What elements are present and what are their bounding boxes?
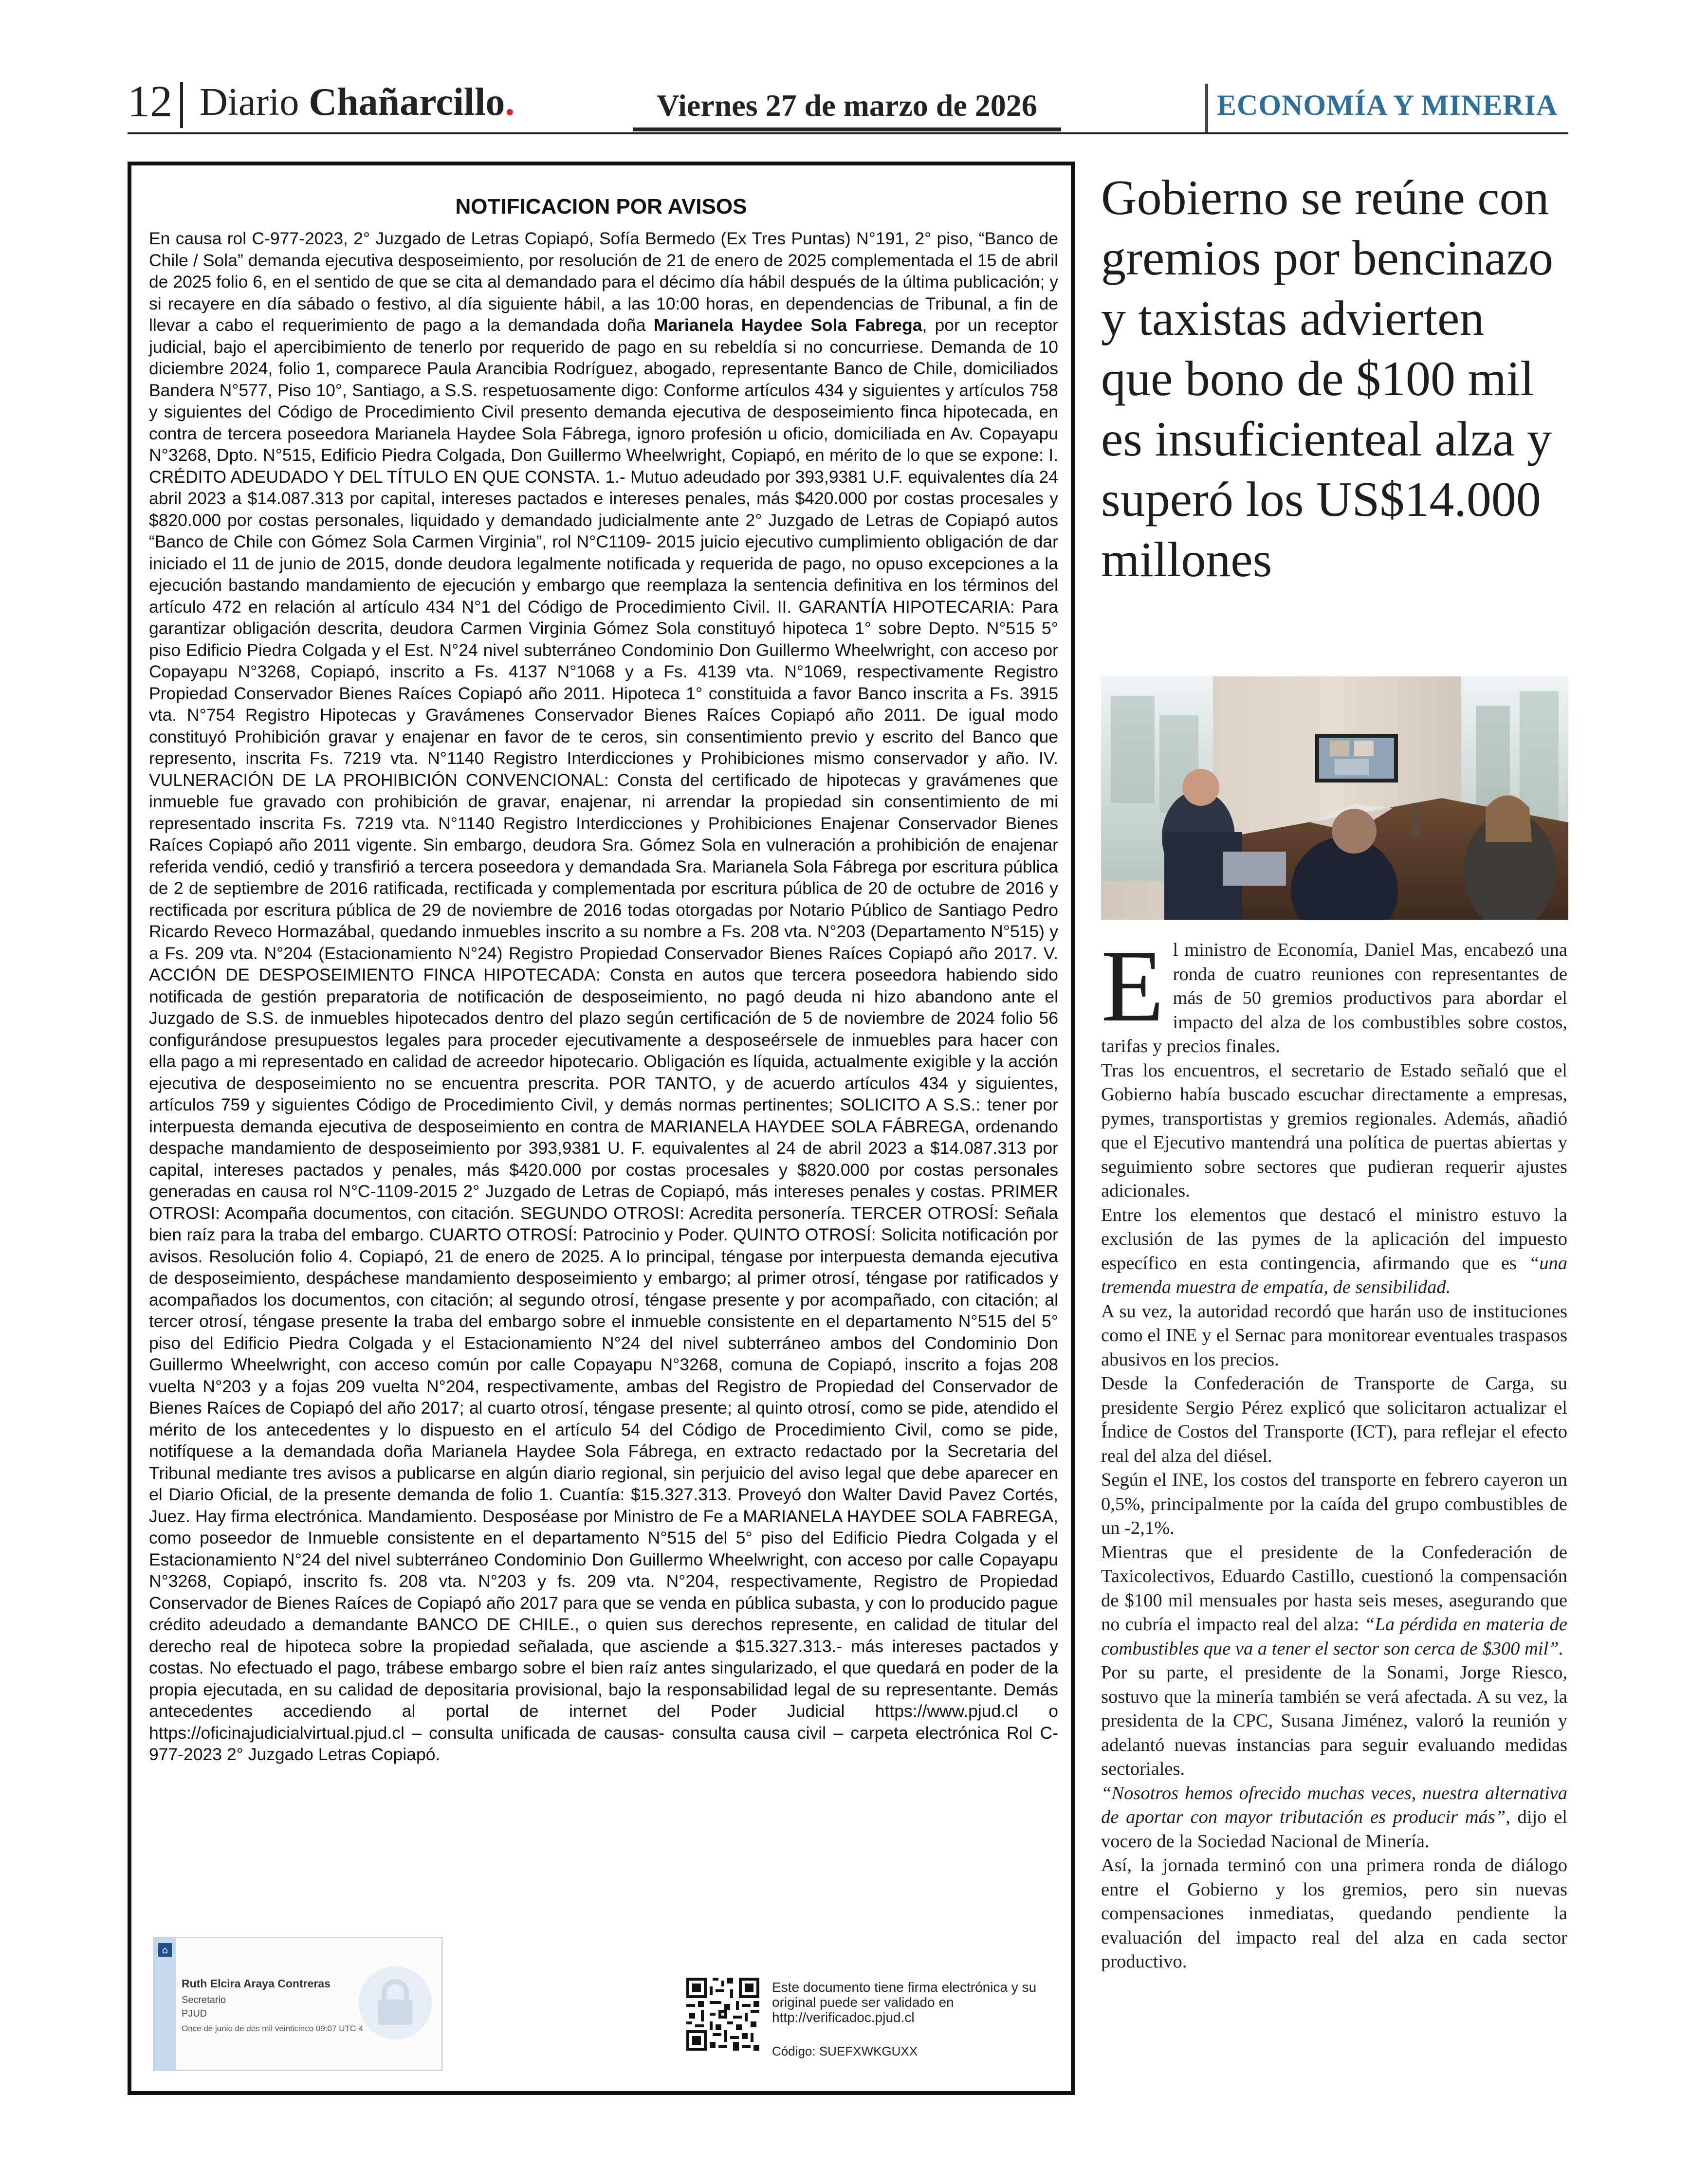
pjud-logo-icon: ⌂ — [158, 1943, 172, 1957]
verification-code: Código: SUEFXWKGUXX — [772, 2044, 918, 2058]
article-paragraph-4: A su vez, la autoridad recordó que harán uso de instituciones como el INE y el Sernac para monitorear eventuales traspasos abusivos en los precios. — [1101, 1301, 1567, 1370]
taxi-quote: “La pérdida en materia de combustibles que va a tener el sector son cerca de $300 mil”. — [1101, 1614, 1567, 1659]
newspaper-name-dot: . — [505, 81, 515, 124]
article-paragraph-10: Así, la jornada terminó con una primera ronda de diálogo entre el Gobierno y los gremios, pero sin nuevas compensaciones inmediatas, quedando pendiente la evaluación del impacto real del alza en cada sector productivo. — [1101, 1855, 1567, 1972]
article-paragraph-3 — [1101, 1203, 1567, 1300]
article-paragraph-9-text: dijo el vocero de la Sociedad Nacional de Minería. — [1101, 1807, 1567, 1852]
article-paragraph-6: Según el INE, los costos del transporte en febrero cayeron un 0,5%, principalmente por la caída del grupo combustibles de un -2,1%. — [1101, 1470, 1567, 1538]
qr-code-icon — [686, 1978, 759, 2051]
lock-watermark-icon — [359, 1966, 432, 2039]
article-headline: Gobierno se reúne con gremios por bencinazo y taxistas advierten que bono de $100 mil es insuficienteal alza y superó los US$14.000 millones — [1101, 170, 1554, 587]
section-rule — [1205, 84, 1208, 132]
article-paragraph-9 — [1101, 1782, 1567, 1854]
article-body — [1101, 928, 1567, 1974]
mining-quote: “Nosotros hemos ofrecido muchas veces, nuestra alternativa de aportar con mayor tributación es producir más”, — [1101, 1783, 1567, 1827]
notice-title: NOTIFICACION POR AVISOS — [455, 195, 747, 218]
notice-body-part2: , por un receptor judicial, bajo el apercibimiento de tenerlo por requerido de pago en su rebeldía si no concurriese. Demanda de 10 diciembre 2024, folio 1, comparece Paula Arancibia Rodríguez, abogado, representante Banco de Chile, domiciliados Bandera N°577, Piso 10°, Santiago, a S.S. respetuosamente digo: Conforme artículos 434 y siguientes y artículos 758 y siguientes del Código de Procedimiento Civil presento demanda ejecutiva de desposeimiento finca hipotecada, en contra de tercera poseedora Marianela Haydee Sola Fábrega, ignoro profesión u oficio, domiciliada en Av. Copayapu N°3268, Dpto. N°515, Edificio Piedra Colgada, Don Guillermo Wheelwright, Copiapó, en mérito de lo que se expone: I. CRÉDITO ADEUDADO Y DEL TÍTULO EN QUE CONSTA. 1.- Mutuo adeudado por 393,9381 U.F. equivalentes día 24 abril 2023 a $14.087.313 por capital, intereses pactados e intereses penales, más $420.000 por costas procesales y $820.000 por costas personales, liquidado y demandado judicialmente ante 2° Juzgado de Letras de Copiapó autos “Banco de Chile con Gómez Sola Carmen Virginia”, rol N°C1109- 2015 juicio ejecutivo cumplimiento obligación de dar iniciado el 11 de junio de 2015, donde deudora legalmente notificada y requerida de pago, no opuso excepciones a la ejecución bastando mandamiento de ejecución y embargo que reemplaza la sentencia definitiva en los términos del artículo 472 en relación al artículo 434 N°1 del Código de Procedimiento Civil. II. GARANTÍA HIPOTECARIA: Para garantizar obligación descrita, deudora Carmen Virginia Gómez Sola constituyó hipoteca 1° sobre Depto. N°515 5° piso Edificio Piedra Colgada y el Est. N°24 nivel subterráneo Condominio Don Guillermo Wheelwright, con acceso por Copayapu N°3268, Copiapó, inscrito a Fs. 4137 N°1068 y a Fs. 4139 vta. N°1069, respectivamente Registro Propiedad Conservador Bienes Raíces Copiapó año 2011. Hipoteca 1° constituida a favor Banco inscrita a Fs. 3915 vta. N°754 Registro Hipotecas y Gravámenes Conservador Bienes Raíces Copiapó año 2011. De igual modo constituyó Prohibición gravar y enajenar en favor de te ceros, sin consentimiento previo y escrito del Banco que represento, inscrita Fs. 7219 vta. N°1140 Registro Interdicciones y Prohibiciones mismo conservador y año. IV. VULNERACIÓN DE LA PROHIBICIÓN CONVENCIONAL: Consta del certificado de hipotecas y gravámenes que inmueble fue gravado con prohibición de gravar, enajenar, ni arrendar la propiedad sin consentimiento de mi representado inscrita Fs. 7219 vta. N°1140 Registro Interdicciones y Prohibiciones Enajenar Conservador Bienes Raíces Copiapó año 2011 vigente. Sin embargo, deudora Sra. Gómez Sola en vulneración a prohibición de enajenar referida vendió, cedió y transfirió a tercera poseedora y demandada Sra. Marianela Sola Fábrega por escritura pública de 2 de septiembre de 2016 ratificada, rectificada y complementada por escritura pública de 20 de octubre de 2016 y rectificada por escritura pública de 29 de noviembre de 2016 todas otorgadas por Notario Público de Santiago Pedro Ricardo Reveco Hormazábal, quedando inmuebles inscrito a su nombre a Fs. 208 vta. N°203 (Departamento N°515) y a Fs. 209 vta. N°204 (Estacionamiento N°24) Registro Propiedad Conservador Bienes Raíces Copiapó año 2017. V. ACCIÓN DE DESPOSEIMIENTO FINCA HIPOTECADA: Consta en autos que tercera poseedora habiendo sido notificada de gestión preparatoria de notificación de desposeimiento, no pagó deuda ni hizo abandono ante el Juzgado de S.S. de inmuebles hipotecados dentro del plazo según certificación de 5 de noviembre de 2024 folio 56 configurándose presupuestos legales para proceder ejecutivamente a desposeérsele de inmuebles para hacer con ella pago a mi representado en calidad de acreedor hipotecario. Obligación es líquida, actualmente exigible y la acción ejecutiva de desposeimiento no se encuentra prescrita. POR TANTO, y de acuerdo artículos 434 y siguientes, artículos 759 y siguientes Código de Procedimiento Civil, y demás normas pertinentes; SOLICITO A S.S.: tener por interpuesta demanda ejecutiva de desposeimiento en contra de MARIANELA HAYDEE SOLA FÁBREGA, ordenando despache mandamiento de desposeimiento por 393,9381 U. F. equivalentes al 24 de abril 2023 a $14.087.313 por capital, intereses pactados y penales, más $420.000 por costas procesales y $820.000 por costas personales generadas en causa rol N°C-1109-2015 2° Juzgado de Letras de Copiapó, más intereses penales y costas. PRIMER OTROSI: Acompaña documentos, con citación. SEGUNDO OTROSI: Acredita personería. TERCER OTROSÍ: Señala bien raíz para la traba del embargo. CUARTO OTROSÍ: Patrocinio y Poder. QUINTO OTROSÍ: Solicita notificación por avisos. Resolución folio 4. Copiapó, 21 de enero de 2025. A lo principal, téngase por interpuesta demanda ejecutiva de desposeimiento, despáchese mandamiento desposeimiento y embargo; al primer otrosí, téngase por ratificados y acompañados los documentos, con citación; al segundo otrosí, téngase presente y por acompañado, con citación; al tercer otrosí, téngase presente la traba del embargo sobre el inmueble consistente en el departamento N°515 del 5° piso del Edificio Piedra Colgada y el Estacionamiento N°24 del nivel subterráneo ambos del Condominio Don Guillermo Wheelwright, con acceso común por calle Copayapu N°3268, comuna de Copiapó, inscrito a fojas 208 vuelta N°203 y a fojas 209 vuelta N°204, respectivamente, ambas del Registro de Propiedad del Conservador de Bienes Raíces de Copiapó del año 2017; al cuarto otrosí, téngase presente; al quinto otrosí, como se pide, atendido el mérito de los antecedentes y lo dispuesto en el artículo 54 del Código de Procedimiento Civil, como se pide, notifíquese a la demandada doña Marianela Haydee Sola Fábrega, en extracto redactado por la Secretaria del Tribunal mediante tres avisos a publicarse en algún diario regional, sin perjuicio del aviso legal que debe aparecer en el Diario Oficial, de la presente demanda de folio 1. Cuantía: $15.327.313. Proveyó don Walter David Pavez Cortés, Juez. Hay firma electrónica. Mandamiento. Desposéase por Ministro de Fe a MARIANELA HAYDEE SOLA FABREGA, como poseedor de Inmueble consistente en el departamento N°515 del 5° piso del Edificio Piedra Colgada y el Estacionamiento N°24 del nivel subterráneo Condominio Don Guillermo Wheelwright, con acceso por calle Copayapu N°3268, Copiapó, inscrito fs. 208 vta. N°203 y fs. 209 vta. N°204, respectivamente, Registro de Propiedad Conservador de Bienes Raíces de Copiapó año 2017 para que se venda en pública subasta, y con lo producido pague crédito adeudado a demandante BANCO DE CHILE., o quien sus derechos represente, en calidad de titular del derecho real de hipoteca sobre la propiedad señalada, que asciende a $15.327.313.- más intereses pactados y costas. No efectuado el pago, trábese embargo sobre el bien raíz antes singularizado, el que quedará en poder de la propia ejecutada, en su calidad de depositaria provisional, bajo la responsabilidad legal de su representante. Demás antecedentes accediendo al portal de internet del Poder Judicial https://www.pjud.cl o https://oficinajudicialvirtual.pjud.cl – consulta unificada de causas- consulta causa civil – carpeta electrónica Rol C-977-2023 2° Juzgado Letras Copiapó. — [149, 315, 1058, 1764]
newspaper-name-regular: Diario — [200, 81, 309, 124]
article-paragraph-3-text: Entre los elementos que destacó el ministro estuvo la exclusión de las pymes de la aplicación del impuesto específico en esta contingencia, afirmando que es — [1101, 1204, 1567, 1274]
signature-date: Once de junio de dos mil veinticinco 09:07 UTC-4 — [182, 2024, 364, 2033]
meeting-photo — [1101, 676, 1568, 920]
article-paragraph-5: Desde la Confederación de Transporte de Carga, su presidente Sergio Pérez explicó que solicitaron actualizar el Índice de Costos del Transporte (ICT), para reflejar el efecto real del alza del diésel. — [1101, 1373, 1567, 1466]
article-paragraph-1-text: l ministro de Economía, Daniel Mas, encabezó una ronda de cuatro reuniones con representantes de más de 50 gremios productivos para abordar el impacto del alza de los combustibles sobre costos, tarifas y precios finales. — [1101, 940, 1567, 1056]
legal-notice-box — [128, 162, 1075, 2095]
header-separator — [180, 82, 183, 128]
section-title: ECONOMÍA Y MINERIA — [1217, 89, 1558, 121]
newspaper-name — [200, 83, 514, 122]
signature-stripe — [154, 1938, 176, 2070]
notice-body — [149, 228, 1058, 1765]
newspaper-name-bold: Chañarcillo — [309, 81, 505, 124]
header-divider — [128, 132, 1568, 134]
page-number: 12 — [128, 76, 172, 126]
article-paragraph-2: Tras los encuentros, el secretario de Estado señaló que el Gobierno había buscado escuchar directamente a empresas, pymes, transportistas y gremios regionales. Además, añadió que el Ejecutivo mantendrá una política de puertas abiertas y seguimiento sobre sectores que pudieran requerir ajustes adicionales. — [1101, 1060, 1567, 1201]
signer-org: PJUD — [182, 2008, 207, 2019]
notice-body-part1: En causa rol C-977-2023, 2° Juzgado de Letras Copiapó, Sofía Bermedo (Ex Tres Puntas) N°191, 2° piso, “Banco de Chile / Sola” demanda ejecutiva desposeimiento, por resolución de 21 de enero de 2025 complementada el 15 de abril de 2025 folio 6, en el sentido de que se cita al demandado para el décimo día hábil después de la última publicación; y si recayere en día sábado o festivo, al día siguiente hábil, a las 10:00 horas, en dependencias de Tribunal, a fin de llevar a cabo el requerimiento de pago a la demandada doña — [149, 229, 1058, 335]
electronic-signature-box — [153, 1937, 443, 2071]
article-paragraph-8: Por su parte, el presidente de la Sonami, Jorge Riesco, sostuvo que la minería también se verá afectada. A su vez, la presidenta de la CPC, Susana Jiménez, valoró la reunión y adelantó nuevas instancias para seguir evaluando medidas sectoriales. — [1101, 1662, 1567, 1779]
verification-text: Este documento tiene firma electrónica y su original puede ser validado en http://verificadoc.pjud.cl — [772, 1980, 1037, 2025]
minister-quote: “una tremenda muestra de empatía, de sensibilidad. — [1101, 1253, 1567, 1297]
notice-defendant-name: Marianela Haydee Sola Fabrega — [653, 315, 922, 335]
signer-role: Secretario — [182, 1995, 226, 2005]
article-paragraph-1 — [1101, 928, 1567, 1059]
article-paragraph-7 — [1101, 1541, 1567, 1661]
issue-date: Viernes 27 de marzo de 2026 — [657, 88, 1037, 123]
signer-name: Ruth Elcira Araya Contreras — [182, 1977, 331, 1990]
article-paragraph-7-text: Mientras que el presidente de la Confederación de Taxicolectivos, Eduardo Castillo, cuestionó la compensación de $100 mil mensuales por hasta seis meses, asegurando que no cubría el impacto real del alza: — [1101, 1542, 1567, 1635]
drop-cap: E — [1101, 928, 1164, 1043]
date-underline — [633, 127, 1061, 131]
